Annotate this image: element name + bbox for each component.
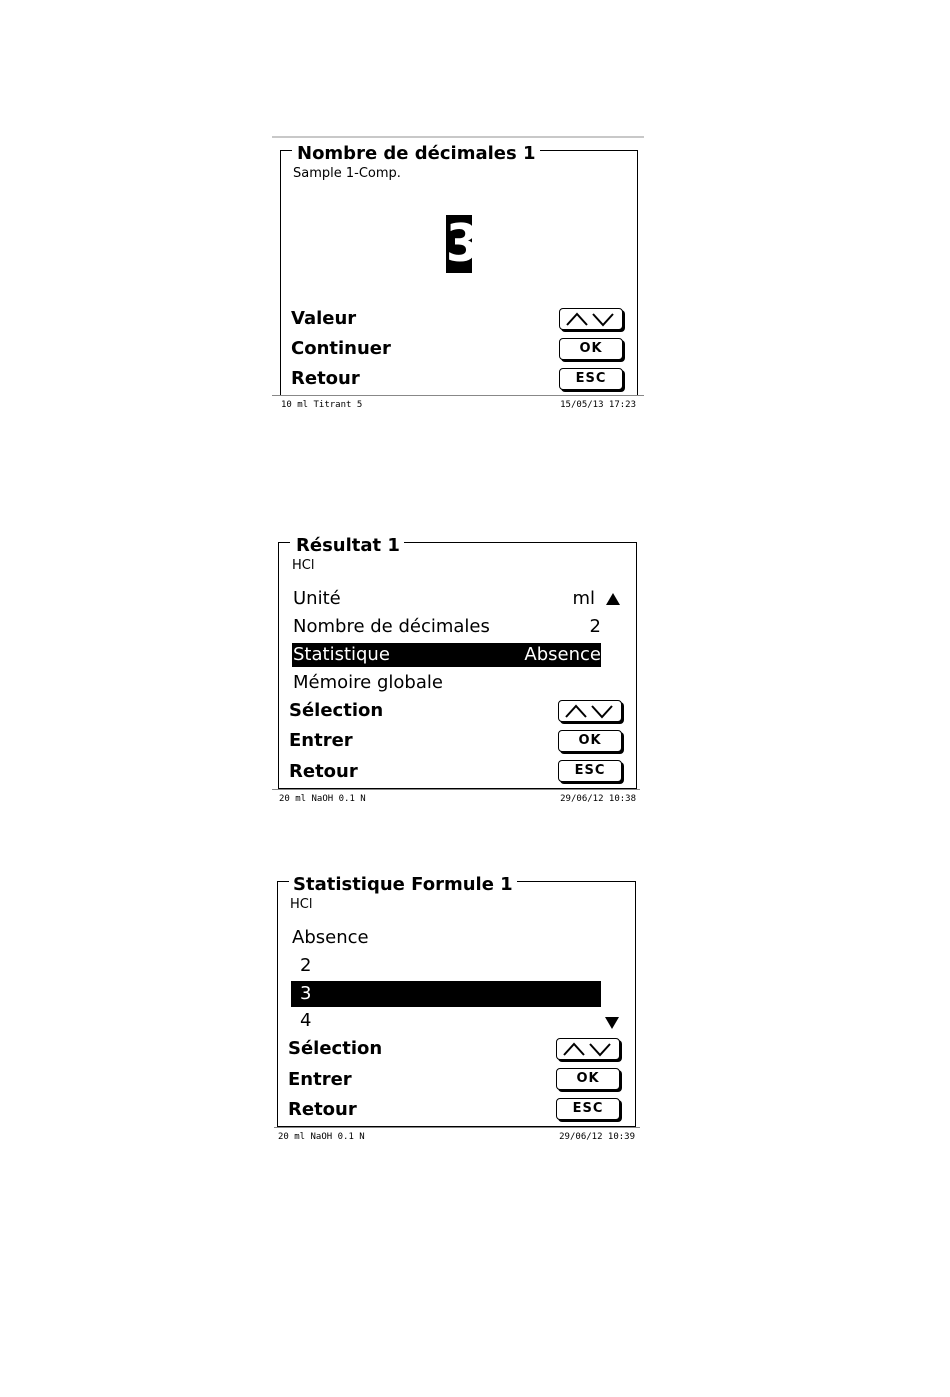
value-display[interactable]: 3 — [446, 214, 479, 274]
dialog-title: Résultat 1 — [292, 536, 404, 556]
list-item-2[interactable] — [292, 954, 600, 978]
item-label: Mémoire globale — [293, 672, 443, 693]
scroll-up-arrow-icon[interactable] — [605, 592, 621, 606]
esc-key[interactable]: ESC — [558, 760, 622, 782]
menu-item-nombre-decimales[interactable] — [293, 615, 601, 639]
status-datetime: 29/06/12 10:38 — [560, 794, 636, 804]
top-edge — [272, 136, 644, 138]
dialog-title: Nombre de décimales 1 — [293, 144, 540, 164]
esc-key[interactable]: ESC — [556, 1098, 620, 1120]
status-divider — [274, 1127, 640, 1128]
command-retour-label: Retour — [291, 368, 360, 389]
command-continuer-label: Continuer — [291, 338, 391, 359]
item-label: 3 — [300, 983, 312, 1004]
dialog-subtitle: Sample 1-Comp. — [293, 166, 401, 181]
up-down-arrows-icon — [562, 703, 618, 719]
status-datetime: 29/06/12 10:39 — [559, 1132, 635, 1142]
list-item-3[interactable] — [291, 981, 601, 1007]
screen-nombre-decimales — [272, 136, 644, 414]
item-label: Absence — [292, 927, 369, 948]
item-value: ml — [572, 588, 595, 609]
status-titrant: 20 ml NaOH 0.1 N — [279, 794, 366, 804]
updown-key[interactable] — [559, 308, 623, 330]
command-entrer-label: Entrer — [289, 730, 353, 751]
item-label: 4 — [300, 1010, 312, 1031]
status-divider — [272, 395, 644, 396]
menu-item-statistique[interactable] — [292, 643, 601, 667]
status-titrant: 20 ml NaOH 0.1 N — [278, 1132, 365, 1142]
status-datetime: 15/05/13 17:23 — [560, 400, 636, 410]
command-selection-label: Sélection — [288, 1038, 383, 1059]
menu-item-unite[interactable] — [293, 587, 601, 611]
updown-key[interactable] — [558, 700, 622, 722]
list-item-absence[interactable] — [292, 926, 600, 950]
command-retour-label: Retour — [288, 1099, 357, 1120]
dialog-subtitle: HCl — [290, 897, 313, 912]
up-down-arrows-icon — [560, 1041, 616, 1057]
dialog-subtitle: HCl — [292, 558, 315, 573]
item-label: Nombre de décimales — [293, 616, 490, 637]
esc-key[interactable]: ESC — [559, 368, 623, 390]
command-retour-label: Retour — [289, 761, 358, 782]
command-selection-label: Sélection — [289, 700, 384, 721]
updown-key[interactable] — [556, 1038, 620, 1060]
dialog-title: Statistique Formule 1 — [289, 875, 517, 895]
item-value: 2 — [589, 616, 601, 637]
up-down-arrows-icon — [563, 311, 619, 327]
ok-key[interactable]: OK — [556, 1068, 620, 1090]
command-entrer-label: Entrer — [288, 1069, 352, 1090]
ok-key[interactable]: OK — [558, 730, 622, 752]
command-valeur-label: Valeur — [291, 308, 357, 329]
status-titrant: 10 ml Titrant 5 — [281, 400, 363, 410]
item-label: Statistique — [293, 644, 390, 665]
item-label: Unité — [293, 588, 341, 609]
screen-resultat — [272, 534, 644, 808]
item-label: 2 — [300, 955, 312, 976]
ok-key[interactable]: OK — [559, 338, 623, 360]
screen-statistique-formule — [272, 872, 644, 1146]
list-item-4[interactable] — [292, 1009, 600, 1033]
item-value: Absence — [524, 644, 601, 665]
scroll-down-arrow-icon[interactable] — [604, 1016, 620, 1030]
menu-item-memoire-globale[interactable] — [293, 671, 601, 695]
status-divider — [272, 789, 640, 790]
